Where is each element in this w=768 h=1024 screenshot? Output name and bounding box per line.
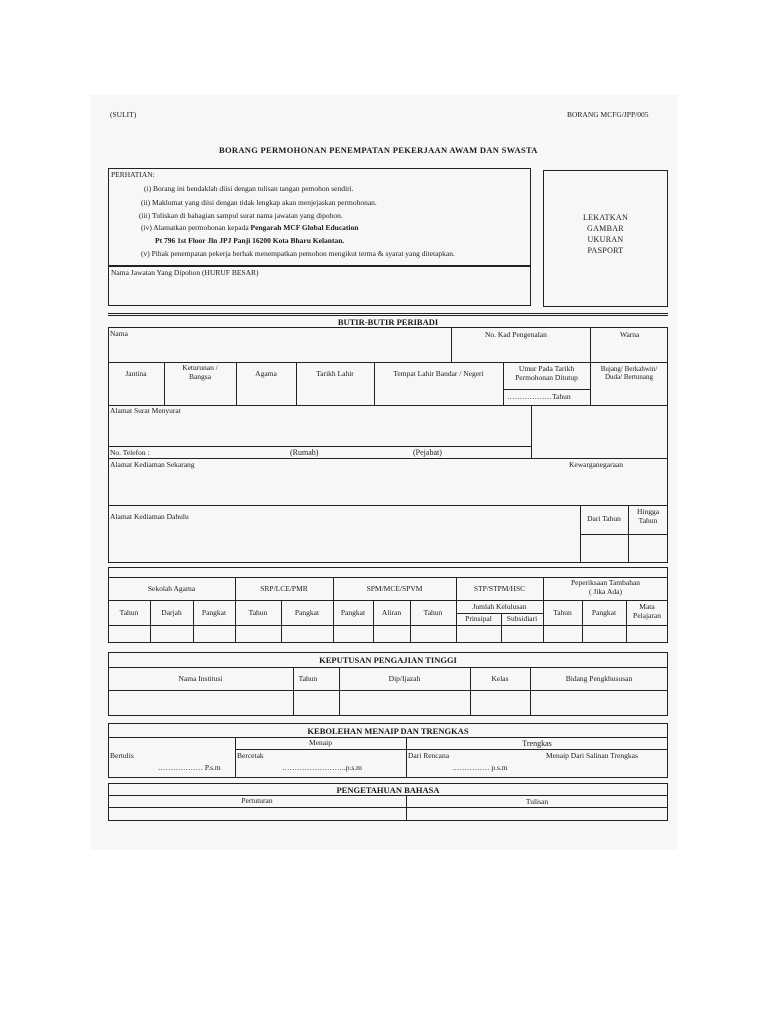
bercetak-psm: ……………………..p.s.m — [282, 763, 363, 772]
pejabat-label: (Pejabat) — [413, 448, 442, 457]
section-rule — [108, 313, 668, 316]
bertulis-psm: ……………… P.s.m — [158, 763, 221, 772]
dari-rencana-label: Dari Rencana — [408, 751, 450, 760]
form-code: BORANG MCFG/JPP/005 — [567, 110, 649, 119]
tahun-col: Tahun — [298, 674, 318, 683]
tahun-dots: ………………Tahun — [507, 392, 571, 401]
subsidiari-col: Subsidiari — [506, 614, 538, 623]
form-title: BORANG PERMOHONAN PENEMPATAN PEKERJAAN AWAM DAN SWASTA — [219, 145, 538, 155]
mata-pelajaran-col: Mata Pelajaran — [633, 602, 661, 620]
pangkat-col: Pangkat — [201, 608, 227, 617]
spm-label: SPM/MCE/SPVM — [366, 584, 423, 593]
typing-title: KEBOLEHAN MENAIP DAN TRENGKAS — [307, 726, 469, 736]
notice-item-4: (iv) Alamatkan permohonan kepada Pengarah MCF Global Education — [141, 223, 359, 232]
aliran-col: Aliran — [381, 608, 402, 617]
higher-ed-title: KEPUTUSAN PENGAJIAN TINGGI — [319, 655, 457, 665]
sulit-label: (SULIT) — [110, 110, 137, 119]
menaip-label: Menaip — [309, 738, 332, 747]
rumah-label: (Rumah) — [290, 448, 319, 457]
rencana-psm: …………… p.s.m — [452, 763, 508, 772]
trengkas-label: Trengkas — [522, 739, 552, 748]
bidang-col: Bidang Pengkhususan — [565, 674, 633, 683]
pangkat-col: Pangkat — [294, 608, 320, 617]
ic-label: No. Kad Pengenalan — [485, 330, 547, 339]
stp-label: STP/STPM/HSC — [473, 584, 526, 593]
jantina-label: Jantina — [125, 369, 147, 378]
nama-institusi-col: Nama Institusi — [178, 674, 223, 683]
notice-heading: PERHATIAN: — [111, 170, 155, 179]
umur-label: Umur Pada Tarikh Permohonan Ditutup — [515, 364, 578, 382]
tahun-col: Tahun — [423, 608, 443, 617]
prinsipal-col: Prinsipal — [465, 614, 492, 623]
salinan-label: Menaip Dari Salinan Trengkas — [546, 751, 638, 760]
notice-item-1: (i) Borang ini hendaklah diisi dengan tulisan tangan pemohon sendiri. — [144, 184, 354, 193]
bertulis-label: Bertulis — [110, 751, 134, 760]
tahun-col: Tahun — [553, 608, 572, 617]
dip-ijazah-col: Dip/Ijazah — [388, 674, 421, 683]
pertuturan-label: Pertuturan — [241, 796, 273, 805]
tulisan-label: Tulisan — [525, 797, 549, 806]
agama-label: Agama — [255, 369, 277, 378]
srp-label: SRP/LCE/PMR — [260, 584, 308, 593]
alamat-surat-label: Alamat Surat Menyurat — [110, 406, 181, 415]
language-title: PENGETAHUAN BAHASA — [336, 785, 440, 795]
pangkat-col: Pangkat — [340, 608, 366, 617]
dari-tahun-label: Dari Tahun — [587, 514, 621, 523]
position-label: Nama Jawatan Yang Dipohon (HURUF BESAR) — [111, 268, 259, 277]
kewarganegaraan-label: Kewarganegaraan — [569, 460, 623, 469]
keturunan-label: Keturunan / Bangsa — [182, 363, 218, 381]
nama-label: Nama — [110, 329, 128, 338]
kelas-col: Kelas — [491, 674, 509, 683]
notice-address: Pt 796 1st Floor Jln JPJ Panji 16200 Kota Bharu Kelantan. — [155, 236, 345, 245]
tahun-col: Tahun — [119, 608, 139, 617]
photo-instructions: LEKATKAN GAMBAR UKURAN PASPORT — [582, 213, 629, 255]
darjah-col: Darjah — [161, 608, 182, 617]
warna-label: Warna — [620, 330, 640, 339]
alamat-dahulu-label: Alamat Kediaman Dahulu — [110, 512, 189, 521]
tahun-col: Tahun — [248, 608, 268, 617]
tarikh-lahir-label: Tarikh Lahir — [316, 369, 354, 378]
notice-item-2: (ii) Maklumat yang diisi dengan tidak lengkap akan menjejaskan permohonan. — [141, 198, 377, 207]
pangkat-col: Pangkat — [591, 608, 617, 617]
tambahan-label: Peperiksaan Tambahan ( Jika Ada) — [570, 578, 641, 596]
alamat-sekarang-label: Alamat Kediaman Sekarang — [110, 460, 195, 469]
notice-item-5: (v) Pihak penempatan pekerja berhak menempatkan pemohon mengikut terma & syarat yang ditetapkan. — [141, 249, 455, 258]
sekolah-agama-label: Sekolah Agama — [147, 584, 196, 593]
bercetak-label: Bercetak — [237, 751, 264, 760]
notice-item-3: (iii) Tuliskan di bahagian sampul surat nama jawatan yang dipohon. — [139, 211, 343, 220]
telefon-label: No. Telefon : — [110, 448, 150, 457]
tempat-lahir-label: Tempat Lahir Bandar / Negeri — [393, 369, 484, 378]
personal-section-title: BUTIR-BUTIR PERIBADI — [337, 317, 439, 327]
hingga-tahun-label: Hingga Tahun — [636, 507, 660, 525]
jumlah-kelulusan-label: Jumlah Kelulusan — [472, 602, 527, 611]
status-label: Bujang/ Berkahwin/ Duda/ Bertunang — [600, 365, 658, 382]
